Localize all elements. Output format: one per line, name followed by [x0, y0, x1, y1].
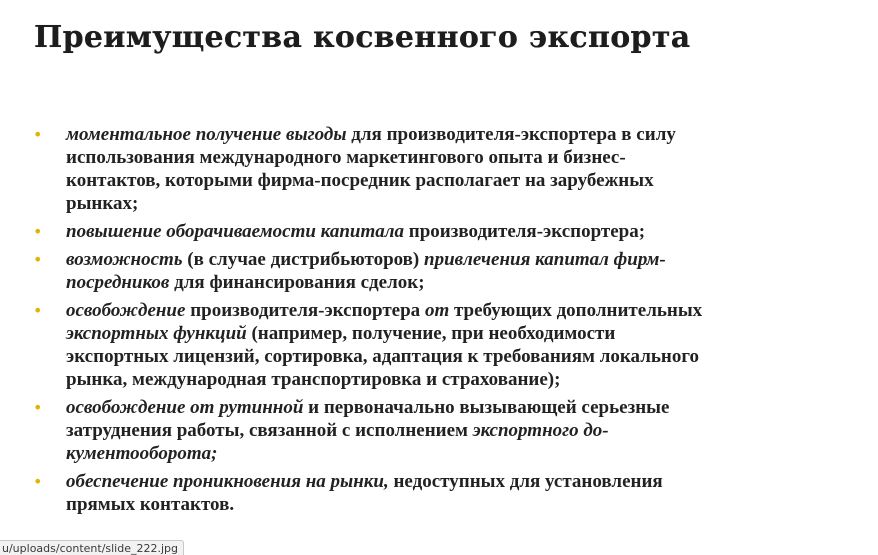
bullet-list	[30, 123, 838, 521]
bullet-line	[66, 470, 838, 493]
bullet-line: кументооборота;	[66, 443, 218, 464]
bullet-item	[30, 396, 838, 465]
bullet-emphasis: освобождение	[66, 300, 186, 321]
bullet-dot-icon: •	[33, 250, 43, 269]
bullet-emphasis: моментальное получение выгоды	[66, 124, 347, 145]
bullet-line	[66, 271, 838, 294]
bullet-dot-icon: •	[33, 222, 43, 241]
bullet-item	[30, 299, 838, 391]
bullet-line	[66, 299, 838, 322]
bullet-line: экспортных лицензий, сортировка, адаптация к требованиям локального	[66, 346, 700, 367]
bullet-line	[66, 248, 838, 271]
bullet-text: для финансирования сделок;	[169, 272, 425, 293]
bullet-item	[30, 123, 838, 215]
bullet-emphasis: привлечения капитал фирм-	[424, 249, 666, 270]
bullet-text: производителя-экспортера;	[404, 221, 646, 242]
bullet-text: недоступных для установления	[388, 471, 663, 492]
bullet-emphasis: экспортных функций	[66, 323, 247, 344]
bullet-text: производителя-экспортера	[185, 300, 425, 321]
bullet-line: использования международного маркетингового опыта и бизнес-	[66, 147, 626, 168]
bullet-emphasis: от	[424, 300, 450, 321]
bullet-text: (например, получение, при необходимости	[246, 323, 616, 344]
slide-title: Преимущества косвенного экспорта	[34, 20, 691, 55]
bullet-dot-icon: •	[33, 301, 43, 320]
bullet-line: рынках;	[66, 193, 139, 214]
bullet-emphasis: повышение оборачиваемости капитала	[66, 221, 405, 242]
bullet-emphasis: обеспечение проникновения на рынки,	[66, 471, 389, 492]
bullet-item	[30, 220, 838, 243]
bullet-text: затруднения работы, связанной с исполнением	[66, 420, 473, 441]
bullet-line: прямых контактов.	[66, 494, 235, 515]
bullet-dot-icon: •	[33, 125, 43, 144]
status-url-bar[interactable]: u/uploads/content/slide_222.jpg	[0, 540, 184, 555]
bullet-line: контактов, которыми фирма-посредник располагает на зарубежных	[66, 170, 654, 191]
bullet-text: требующих дополнительных	[449, 300, 703, 321]
bullet-text: для производителя-экспортера в силу	[346, 124, 676, 145]
bullet-line	[66, 123, 838, 146]
bullet-dot-icon: •	[33, 398, 43, 417]
bullet-line	[66, 419, 838, 442]
bullet-line	[66, 322, 838, 345]
bullet-emphasis: возможность	[66, 249, 183, 270]
bullet-text: и первоначально вызывающей серьезные	[303, 397, 670, 418]
bullet-item	[30, 470, 838, 516]
bullet-line: рынка, международная транспортировка и страхование);	[66, 369, 561, 390]
bullet-emphasis: освобождение от рутинной	[66, 397, 304, 418]
bullet-line	[66, 220, 838, 243]
bullet-item	[30, 248, 838, 294]
bullet-line	[66, 396, 838, 419]
bullet-emphasis: посредников	[66, 272, 170, 293]
bullet-dot-icon: •	[33, 472, 43, 491]
bullet-text: (в случае дистрибьюторов)	[182, 249, 424, 270]
bullet-emphasis: экспортного до-	[472, 420, 609, 441]
